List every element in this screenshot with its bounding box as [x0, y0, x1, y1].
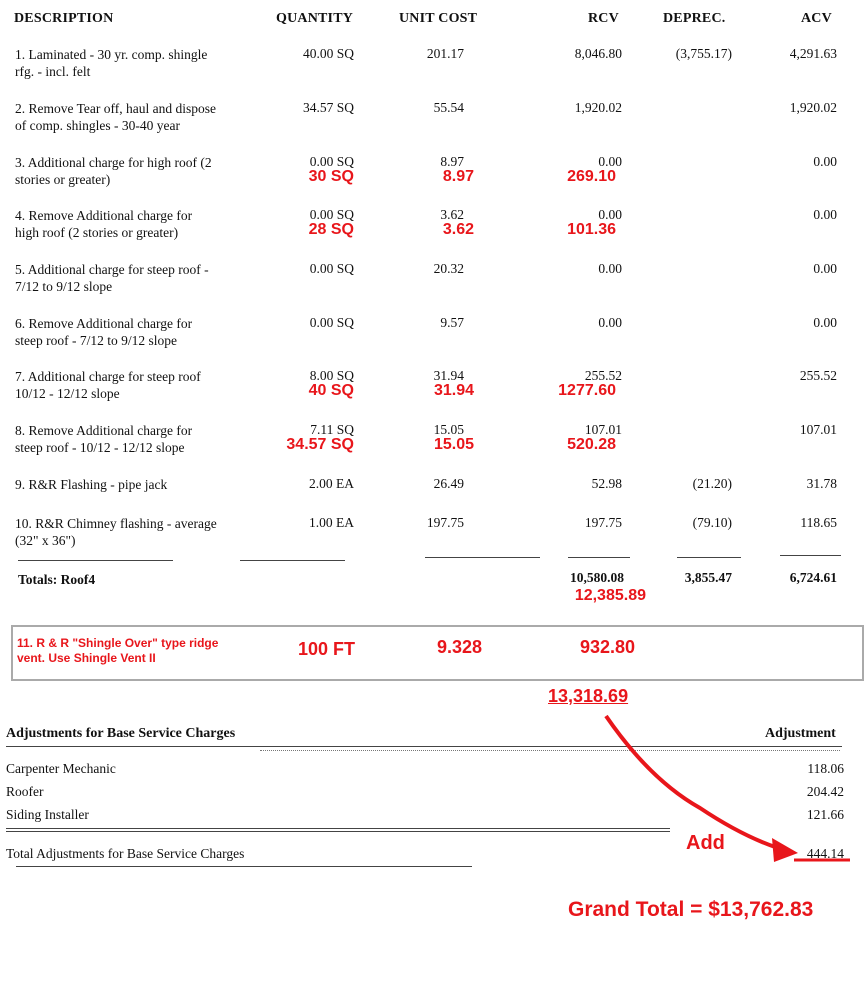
row-8-unit-cost: 15.05 — [433, 422, 464, 437]
row-3-revised-rcv: 269.10 — [567, 168, 616, 185]
row-5-desc-line1: 5. Additional charge for steep roof - — [15, 262, 209, 277]
row-1-unit-cost: 201.17 — [426, 46, 464, 61]
added-item-qty: 100 FT — [298, 639, 356, 659]
row-9-deprec: (21.20) — [692, 476, 732, 491]
row-1-desc-line2: rfg. - incl. felt — [15, 64, 91, 79]
row-3-desc-line1: 3. Additional charge for high roof (2 — [15, 155, 212, 170]
row-2-rcv: 1,920.02 — [574, 100, 622, 115]
row-4-revised-quantity: 28 SQ — [308, 221, 354, 238]
row-7-acv: 255.52 — [799, 368, 837, 383]
row-3-rcv: 0.00 — [598, 154, 622, 169]
totals-rcv: 10,580.08 — [570, 570, 624, 585]
adjustments-col-header: Adjustment — [765, 726, 836, 741]
row-5-quantity: 0.00 SQ — [309, 261, 354, 276]
row-8-revised-quantity: 34.57 SQ — [286, 436, 354, 453]
row-10-unit-cost: 197.75 — [426, 515, 464, 530]
row-7-desc-line2: 10/12 - 12/12 slope — [15, 386, 120, 401]
row-7-unit-cost: 31.94 — [433, 368, 464, 383]
adjustment-value-carpenter: 118.06 — [807, 761, 844, 776]
row-4-revised-rcv: 101.36 — [567, 221, 616, 238]
row-10-desc-line1: 10. R&R Chimney flashing - average — [15, 516, 217, 531]
row-7-desc-line1: 7. Additional charge for steep roof — [15, 369, 201, 384]
row-6-unit-cost: 9.57 — [440, 315, 464, 330]
adjustments-total-label: Total Adjustments for Base Service Charges — [6, 846, 245, 861]
row-9-desc-line1: 9. R&R Flashing - pipe jack — [15, 477, 168, 492]
row-5-rcv: 0.00 — [598, 261, 622, 276]
row-1-quantity: 40.00 SQ — [302, 46, 354, 61]
adjustments-total-value: 444.14 — [806, 846, 844, 861]
row-8-revised-unit-cost: 15.05 — [433, 436, 474, 453]
added-item-desc-line2: vent. Use Shingle Vent II — [17, 651, 156, 665]
row-3-acv: 0.00 — [813, 154, 837, 169]
row-6-desc-line1: 6. Remove Additional charge for — [15, 316, 193, 331]
row-4-rcv: 0.00 — [598, 207, 622, 222]
row-6-desc-line2: steep roof - 7/12 to 9/12 slope — [15, 333, 177, 348]
row-4-desc-line1: 4. Remove Additional charge for — [15, 208, 193, 223]
row-3-quantity: 0.00 SQ — [309, 154, 354, 169]
adjustment-value-roofer: 204.42 — [806, 784, 844, 799]
header-quantity: QUANTITY — [276, 11, 354, 26]
adjustments-title: Adjustments for Base Service Charges — [6, 726, 236, 741]
row-7-revised-quantity: 40 SQ — [308, 382, 354, 399]
row-9-unit-cost: 26.49 — [433, 476, 464, 491]
row-8-desc-line1: 8. Remove Additional charge for — [15, 423, 193, 438]
subtotal: 13,318.69 — [548, 686, 629, 706]
added-item-desc-line1: 11. R & R "Shingle Over" type ridge — [17, 636, 219, 650]
row-7-revised-rcv: 1277.60 — [558, 382, 616, 399]
row-10-acv: 118.65 — [800, 515, 837, 530]
added-item-unit-cost: 9.328 — [437, 637, 483, 657]
row-7-quantity: 8.00 SQ — [309, 368, 354, 383]
row-10-deprec: (79.10) — [692, 515, 732, 530]
row-9-quantity: 2.00 EA — [309, 476, 354, 491]
row-2-desc-line1: 2. Remove Tear off, haul and dispose — [15, 101, 217, 116]
adjustment-label-siding: Siding Installer — [6, 807, 89, 822]
totals-acv: 6,724.61 — [789, 570, 837, 585]
row-4-desc-line2: high roof (2 stories or greater) — [15, 225, 179, 240]
row-9-acv: 31.78 — [806, 476, 837, 491]
adjustment-label-carpenter: Carpenter Mechanic — [6, 761, 116, 776]
row-6-acv: 0.00 — [813, 315, 837, 330]
header-acv: ACV — [801, 11, 832, 26]
header-deprec: DEPREC. — [663, 11, 726, 26]
row-4-quantity: 0.00 SQ — [309, 207, 354, 222]
header-rcv: RCV — [588, 11, 619, 26]
row-8-rcv: 107.01 — [584, 422, 622, 437]
row-2-quantity: 34.57 SQ — [302, 100, 354, 115]
header-unit-cost: UNIT COST — [399, 11, 478, 26]
row-7-rcv: 255.52 — [584, 368, 622, 383]
row-6-quantity: 0.00 SQ — [309, 315, 354, 330]
row-10-rcv: 197.75 — [584, 515, 622, 530]
row-3-revised-unit-cost: 8.97 — [442, 168, 474, 185]
row-4-unit-cost: 3.62 — [440, 207, 464, 222]
row-5-desc-line2: 7/12 to 9/12 slope — [15, 279, 113, 294]
totals-label: Totals: Roof4 — [18, 572, 96, 587]
row-3-unit-cost: 8.97 — [440, 154, 464, 169]
row-4-revised-unit-cost: 3.62 — [442, 221, 474, 238]
row-10-quantity: 1.00 EA — [309, 515, 354, 530]
totals-deprec: 3,855.47 — [684, 570, 732, 585]
totals-red-rcv: 12,385.89 — [574, 587, 646, 604]
added-item-rcv: 932.80 — [580, 637, 636, 657]
row-2-unit-cost: 55.54 — [433, 100, 464, 115]
row-8-desc-line2: steep roof - 10/12 - 12/12 slope — [15, 440, 185, 455]
row-10-desc-line2: (32" x 36") — [15, 533, 76, 548]
row-8-quantity: 7.11 SQ — [310, 422, 354, 437]
row-2-desc-line2: of comp. shingles - 30-40 year — [15, 118, 180, 133]
row-4-acv: 0.00 — [813, 207, 837, 222]
row-1-desc-line1: 1. Laminated - 30 yr. comp. shingle — [15, 47, 208, 62]
header-description: DESCRIPTION — [14, 11, 114, 26]
row-3-revised-quantity: 30 SQ — [308, 168, 354, 185]
row-5-acv: 0.00 — [813, 261, 837, 276]
row-8-acv: 107.01 — [799, 422, 837, 437]
row-1-deprec: (3,755.17) — [675, 46, 732, 61]
row-5-unit-cost: 20.32 — [433, 261, 464, 276]
row-9-rcv: 52.98 — [591, 476, 622, 491]
row-2-acv: 1,920.02 — [789, 100, 837, 115]
adjustment-label-roofer: Roofer — [6, 784, 44, 799]
row-8-revised-rcv: 520.28 — [567, 436, 616, 453]
grand-total: Grand Total = $13,762.83 — [568, 898, 814, 921]
adjustment-value-siding: 121.66 — [806, 807, 844, 822]
add-label: Add — [686, 832, 725, 854]
row-6-rcv: 0.00 — [598, 315, 622, 330]
row-1-acv: 4,291.63 — [789, 46, 837, 61]
row-1-rcv: 8,046.80 — [574, 46, 622, 61]
row-7-revised-unit-cost: 31.94 — [433, 382, 474, 399]
row-3-desc-line2: stories or greater) — [15, 172, 111, 187]
